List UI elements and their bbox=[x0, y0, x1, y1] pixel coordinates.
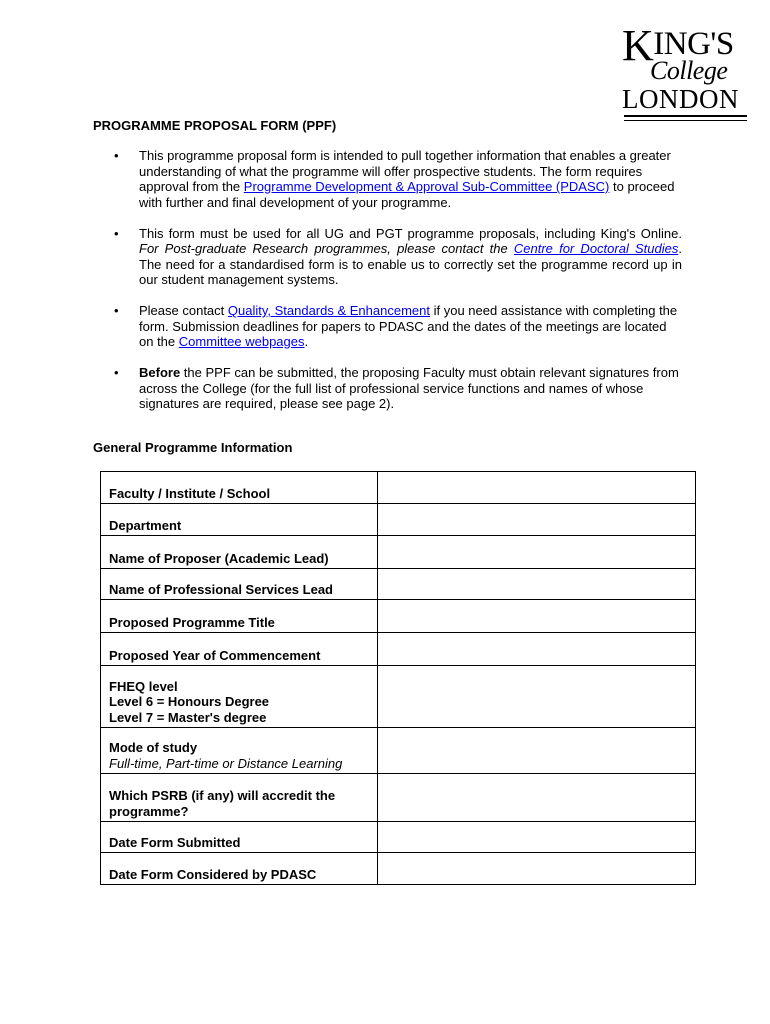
bullet-text: This form must be used for all UG and PGT programme proposals, including King's Online. bbox=[139, 225, 682, 241]
department-field[interactable] bbox=[377, 504, 695, 536]
logo-college: College bbox=[650, 56, 728, 85]
logo-k-initial: K bbox=[622, 21, 654, 70]
table-row bbox=[101, 536, 696, 569]
mode-of-study-field[interactable] bbox=[377, 728, 695, 774]
table-row bbox=[101, 822, 696, 853]
bullet-italic-text: For Post-graduate Research programmes, please contact the bbox=[139, 241, 514, 256]
bullet-text: the PPF can be submitted, the proposing Faculty must obtain relevant signatures from across the College (for the full list of professional service functions and names of whose signatures are required, please see page 2). bbox=[139, 365, 679, 411]
form-title: PROGRAMME PROPOSAL FORM (PPF) bbox=[93, 118, 337, 133]
fheq-title: FHEQ level bbox=[109, 678, 178, 694]
doctoral-studies-link[interactable]: Centre for Doctoral Studies bbox=[513, 241, 679, 256]
year-of-commencement-field[interactable] bbox=[377, 633, 695, 666]
faculty-field[interactable] bbox=[377, 472, 695, 504]
bullet-item-usage bbox=[112, 226, 682, 288]
label-date-submitted: Date Form Submitted bbox=[101, 822, 378, 853]
label-psrb: Which PSRB (if any) will accredit the programme? bbox=[101, 774, 378, 822]
label-proposer: Name of Proposer (Academic Lead) bbox=[101, 536, 378, 569]
table-row bbox=[101, 728, 696, 774]
psrb-field[interactable] bbox=[377, 774, 695, 822]
bullet-item-signatures bbox=[112, 365, 682, 412]
table-row bbox=[101, 633, 696, 666]
table-row bbox=[101, 853, 696, 885]
general-info-table bbox=[100, 471, 696, 885]
logo-kings-rest: ING'S bbox=[653, 26, 734, 62]
table-row bbox=[101, 569, 696, 600]
fheq-level-field[interactable] bbox=[377, 666, 695, 728]
logo-rule-thick bbox=[624, 115, 747, 117]
professional-services-lead-field[interactable] bbox=[377, 569, 695, 600]
label-faculty: Faculty / Institute / School bbox=[101, 472, 378, 504]
section-title: General Programme Information bbox=[93, 440, 293, 455]
bullet-item-purpose bbox=[112, 148, 682, 210]
date-considered-field[interactable] bbox=[377, 853, 695, 885]
fheq-level-7: Level 7 = Master's degree bbox=[109, 709, 267, 725]
logo-rule-thin bbox=[624, 120, 747, 121]
label-programme-title: Proposed Programme Title bbox=[101, 600, 378, 633]
bullet-item-contact bbox=[112, 303, 682, 350]
mode-of-study-options: Full-time, Part-time or Distance Learning bbox=[109, 755, 343, 771]
bullet-bold-text: Before bbox=[139, 365, 181, 380]
table-row bbox=[101, 504, 696, 536]
label-year-of-commencement: Proposed Year of Commencement bbox=[101, 633, 378, 666]
table-row bbox=[101, 666, 696, 728]
kings-college-london-logo bbox=[622, 21, 750, 126]
bullet-icon: • bbox=[114, 225, 119, 241]
bullet-text: This programme proposal form is intended to pull together information that enables a greater understanding of what the programme will offer prospective students. The form requires approval from the bbox=[139, 148, 671, 194]
committee-webpages-link[interactable]: Committee webpages bbox=[178, 334, 305, 349]
mode-of-study-title: Mode of study bbox=[109, 740, 198, 755]
programme-title-field[interactable] bbox=[377, 600, 695, 633]
bullet-text: . The need for a standardised form is to enable us to correctly set the programme record up in our student management systems. bbox=[139, 241, 682, 287]
bullet-text: to proceed with further and final development of your programme. bbox=[139, 179, 675, 210]
bullet-text: . bbox=[304, 334, 309, 349]
date-submitted-field[interactable] bbox=[377, 822, 695, 853]
logo-london: LONDON bbox=[622, 84, 739, 114]
label-mode-of-study bbox=[101, 728, 378, 774]
table-row bbox=[101, 600, 696, 633]
quality-standards-link[interactable]: Quality, Standards & Enhancement bbox=[227, 303, 430, 318]
table-row bbox=[101, 774, 696, 822]
pdasc-link[interactable]: Programme Development & Approval Sub-Committee (PDASC) bbox=[243, 179, 610, 194]
bullet-icon: • bbox=[114, 148, 119, 163]
bullet-text: if you need assistance with completing the form. Submission deadlines for papers to PDASC and the dates of the meetings are located on the bbox=[139, 303, 678, 349]
label-professional-services-lead: Name of Professional Services Lead bbox=[101, 569, 378, 600]
bullet-icon: • bbox=[114, 303, 119, 318]
fheq-level-6: Level 6 = Honours Degree bbox=[109, 694, 270, 709]
label-fheq-level bbox=[101, 666, 378, 728]
bullet-icon: • bbox=[114, 365, 119, 380]
bullet-text: Please contact bbox=[139, 303, 228, 318]
proposer-field[interactable] bbox=[377, 536, 695, 569]
label-date-considered: Date Form Considered by PDASC bbox=[101, 853, 378, 885]
table-row bbox=[101, 472, 696, 504]
label-department: Department bbox=[101, 504, 378, 536]
intro-bullet-list bbox=[112, 148, 682, 427]
